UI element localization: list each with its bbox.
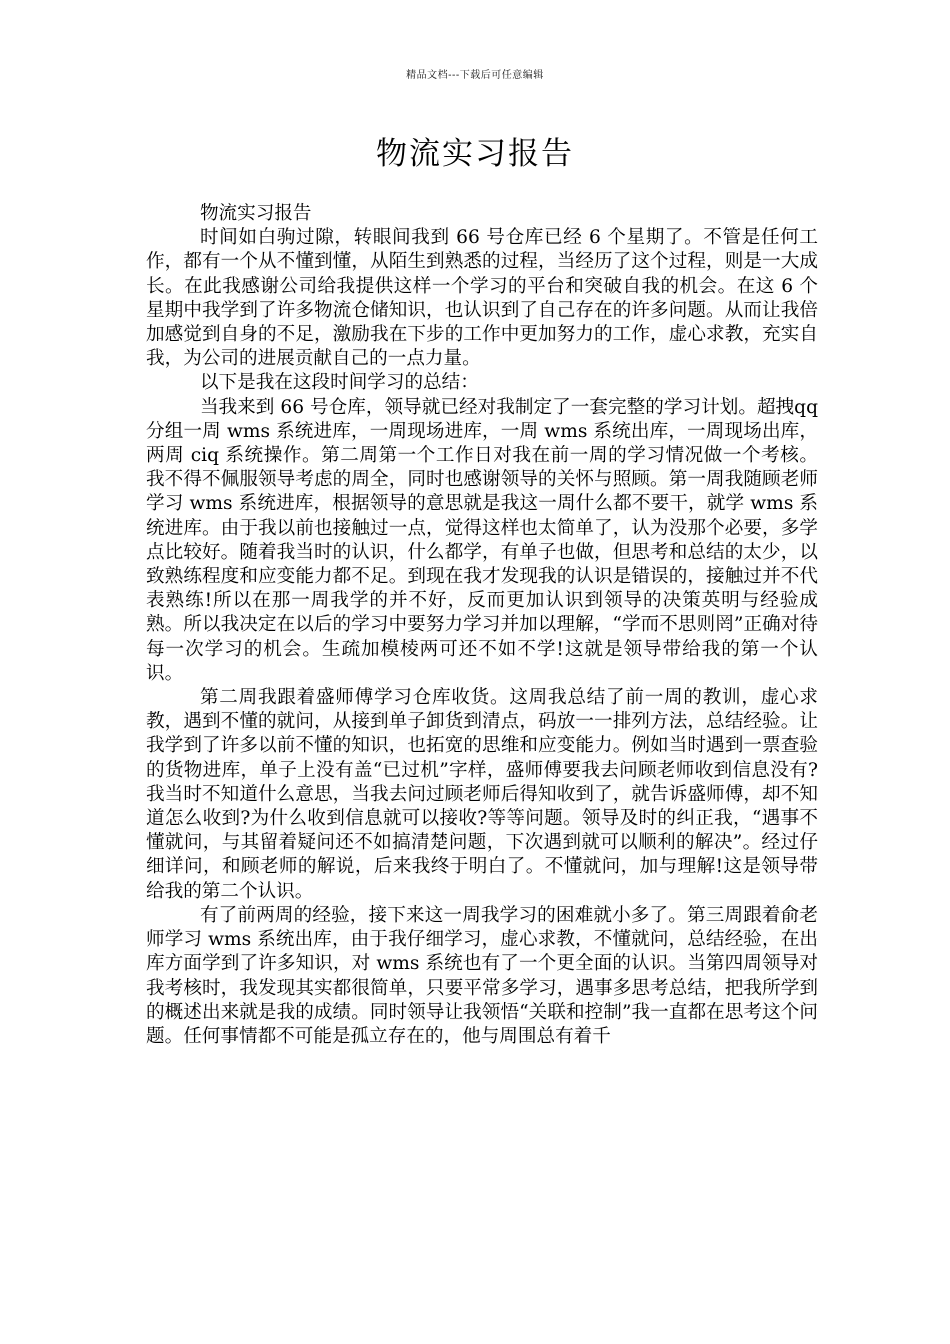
week-one-paragraph: 当我来到 66 号仓库，领导就已经对我制定了一套完整的学习计划。超拽qq分组一周 wms 系统进库，一周现场进库，一周 wms 系统出库，一周现场出库，两周 ciq 系统操作。第二周第一个工作日对我在前一周的学习情况做一个考核。我不得不佩服领导考虑的周全，同时也感谢领导的关怀与照顾。第一周我随顾老师学习 wms 系统进库，根据领导的意思就是我这一周什么都不要干，就学 wms 系统进库。由于我以前也接触过一点，觉得这样也太简单了，认为没那个必要，多学点比较好。随着我当时的认识，什么都学，有单子也做，但思考和总结的太少，以致熟练程度和应变能力都不足。到现在我才发现我的认识是错误的，接触过并不代表熟练!所以在那一周我学的并不好，反而更加认识到领导的决策英明与经验成熟。所以我决定在以后的学习中要努力学习并加以理解，“学而不思则罔”正确对待每一次学习的机会。生疏加模棱两可还不如不学!这就是领导带给我的第一个认识。 (146, 396, 818, 684)
header-note: 精品文档---下载后可任意编辑 (406, 70, 544, 81)
week-two-paragraph: 第二周我跟着盛师傅学习仓库收货。这周我总结了前一周的教训，虚心求教，遇到不懂的就问，从接到单子卸货到清点，码放一一排列方法，总结经验。让我学到了许多以前不懂的知识，也拓宽的思维和应变能力。例如当时遇到一票查验的货物进库，单子上没有盖“已过机”字样，盛师傅要我去问顾老师收到信息没有?我当时不知道什么意思，当我去问过顾老师后得知收到了，就告诉盛师傅，却不知道怎么收到?为什么收到信息就可以接收?等等问题。领导及时的纠正我，“遇事不懂就问，与其留着疑问还不如搞清楚问题，下次遇到就可以顺利的解决”。经过仔细详问，和顾老师的解说，后来我终于明白了。不懂就问，加与理解!这是领导带给我的第二个认识。 (146, 687, 818, 902)
subtitle-paragraph: 物流实习报告 (199, 203, 312, 224)
week-three-paragraph: 有了前两周的经验，接下来这一周我学习的困难就小多了。第三周跟着俞老师学习 wms 系统出库，由于我仔细学习，虚心求教，不懂就问，总结经验，在出库方面学到了许多知识，对 wms 系统也有了一个更全面的认识。当第四周领导对我考核时，我发现其实都很简单，只要平常多学习，遇事多思考总结，把我所学到的概述出来就是我的成绩。同时领导让我领悟“关联和控制”我一直都在思考这个问题。任何事情都不可能是孤立存在的，他与周围总有着千 (146, 904, 818, 1047)
summary-lead-paragraph: 以下是我在这段时间学习的总结： (199, 372, 479, 394)
document-body (146, 202, 818, 1049)
document-title: 物流实习报告 (376, 136, 574, 172)
intro-paragraph: 时间如白驹过隙，转眼间我到 66 号仓库已经 6 个星期了。不管是任何工作，都有一个从不懂到懂，从陌生到熟悉的过程，当经历了这个过程，则是一大成长。在此我感谢公司给我提供这样一个学习的平台和突破自我的机会。在这 6 个星期中我学到了许多物流仓储知识，也认识到了自己存在的许多问题。从而让我倍加感觉到自身的不足，激励我在下步的工作中更加努力的工作，虚心求教，充实自我，为公司的进展贡献自己的一点力量。 (146, 227, 818, 370)
